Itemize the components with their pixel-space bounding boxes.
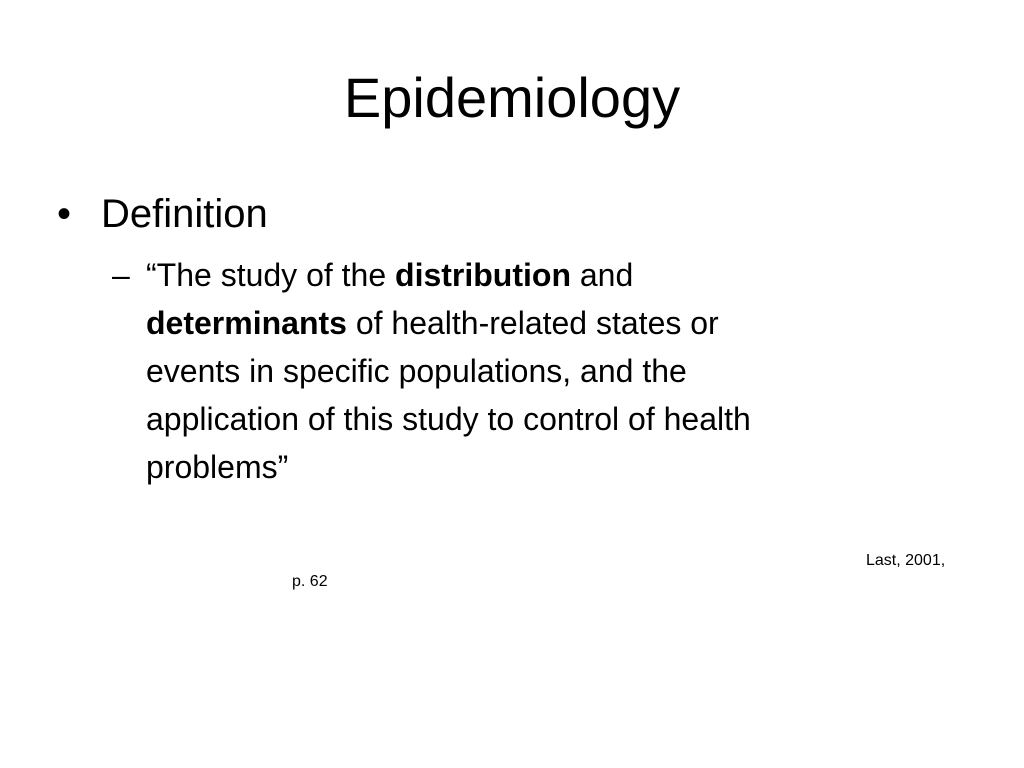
bullet-definition <box>57 190 268 238</box>
citation-author-year: Last, 2001, <box>866 552 946 569</box>
bullet-marker: • <box>57 192 72 236</box>
slide-title: Epidemiology <box>343 66 681 129</box>
definition-quote <box>146 251 916 491</box>
bullet-label: Definition <box>101 192 268 236</box>
citation-page: p. 62 <box>292 573 328 590</box>
sub-bullet-marker: – <box>112 257 130 293</box>
quote-line-1 <box>146 251 916 299</box>
quote-line-1-start: “The study of the <box>146 257 396 293</box>
quote-line-2-end: of health-related states or <box>346 305 719 341</box>
quote-line-1-end: and <box>570 257 634 293</box>
term-distribution: distribution <box>395 257 571 293</box>
term-determinants: determinants <box>146 305 347 341</box>
quote-line-2 <box>146 299 916 347</box>
quote-line-5: problems” <box>146 449 289 485</box>
quote-line-3: events in specific populations, and the <box>146 353 687 389</box>
quote-line-4: application of this study to control of health <box>146 401 751 437</box>
